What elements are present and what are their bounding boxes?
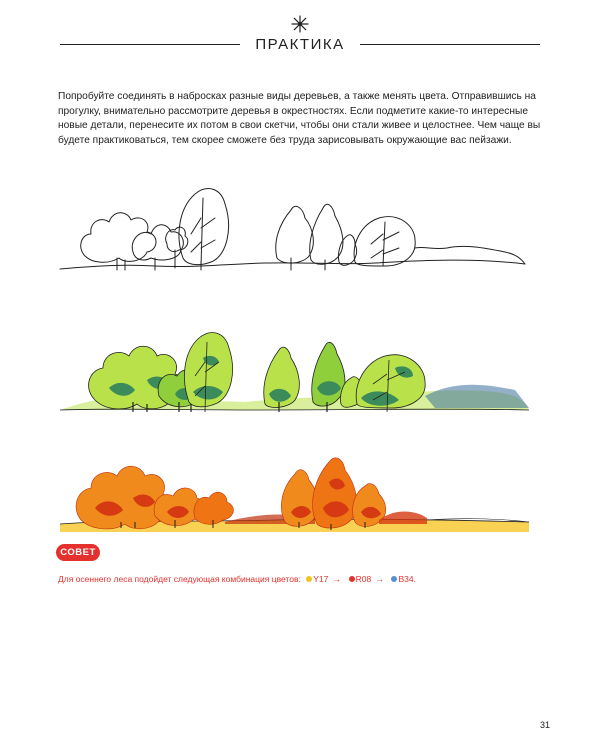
intro-paragraph: Попробуйте соединять в набросках разные виды деревьев, а также менять цвета. Отправившись на прогулку, внимательно рассмотрите деревья в окрестностях. Если подметите какие-то интересные новые детали, перенесите их потом в свои скетчи, чтобы они стали живее и целостнее. Чем чаще вы будете практиковаться, тем скорее сможете без труда зарисовывать окружающие вас пейзажи.: [58, 91, 541, 146]
color-dot-b34: [391, 576, 397, 582]
arrow-icon: →: [332, 574, 342, 584]
page-number: 31: [539, 720, 550, 730]
tip-sentence: Для осеннего леса подойдет следующая комбинация цветов:: [58, 574, 301, 584]
star-burst-icon: [290, 14, 310, 34]
header-rule-left: [60, 44, 240, 45]
section-header: [0, 14, 600, 66]
autumn-trees-illustration: [55, 448, 535, 540]
line-drawing-illustration: [55, 178, 535, 278]
color-code-b34: B34: [398, 574, 414, 584]
tip-text: [58, 574, 538, 584]
arrow-icon: →: [375, 574, 385, 584]
header-rule-right: [360, 44, 540, 45]
tip-end: .: [413, 574, 416, 584]
green-trees-illustration: [55, 318, 535, 418]
section-title: ПРАКТИКА: [255, 36, 345, 53]
color-code-y17: Y17: [313, 574, 329, 584]
tip-badge: СОВЕТ: [56, 544, 100, 561]
color-dot-r08: [349, 576, 355, 582]
color-code-r08: R08: [355, 574, 372, 584]
color-dot-y17: [306, 576, 312, 582]
